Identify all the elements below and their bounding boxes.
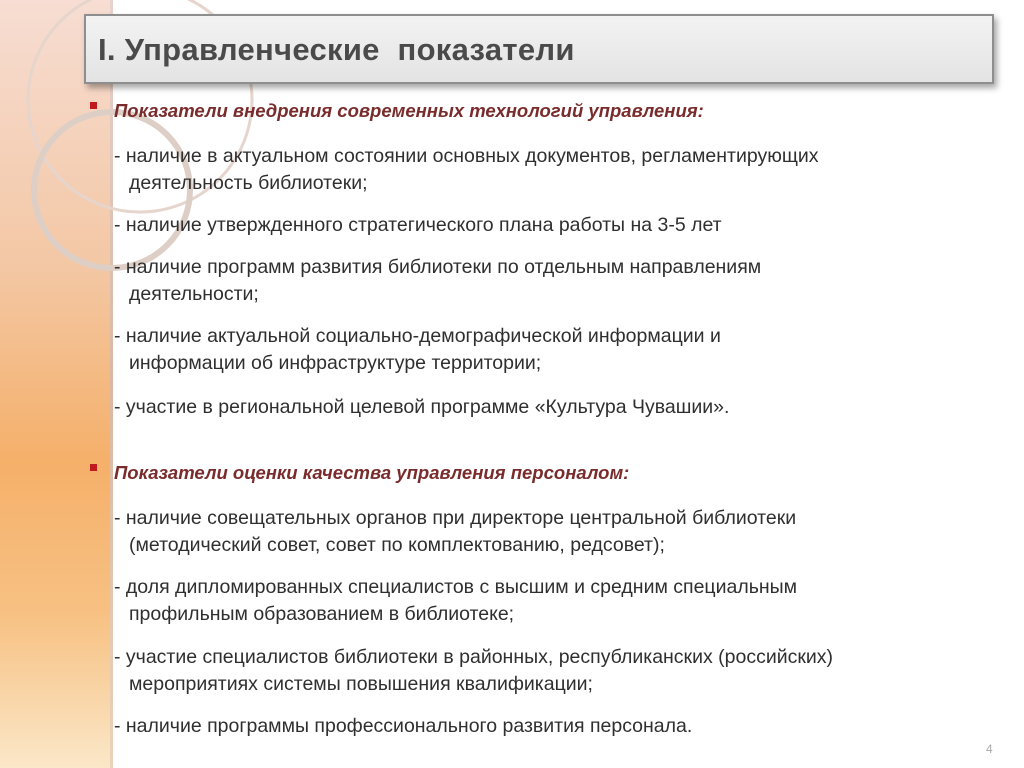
list-item: - наличие программ развития библиотеки по отдельным направлениям деятельности;: [114, 256, 762, 305]
list-item: - наличие в актуальном состоянии основных документов, регламентирующих деятельность библиотеки;: [114, 145, 819, 194]
slide-title: I. Управленческие показатели: [98, 32, 575, 67]
list-item: - доля дипломированных специалистов с высшим и средним специальным профильным образованием в библиотеке;: [114, 576, 798, 625]
list-item: - наличие актуальной социально-демографической информации и информации об инфраструктуре территории;: [114, 325, 721, 374]
list-item: - наличие программы профессионального развития персонала.: [114, 715, 693, 737]
bullet-square-icon: [90, 102, 97, 109]
page-number: 4: [986, 742, 993, 756]
list-item: - участие специалистов библиотеки в районных, республиканских (российских) мероприятиях системы повышения квалификации;: [114, 646, 834, 695]
bullet-square-icon: [90, 464, 97, 471]
slide-title-box: [84, 14, 994, 84]
list-item: - наличие утвержденного стратегического плана работы на 3-5 лет: [114, 214, 722, 236]
list-item: - наличие совещательных органов при директоре центральной библиотеки (методический совет, совет по комплектованию, редсовет);: [114, 507, 797, 556]
section-heading-personnel: Показатели оценки качества управления персоналом:: [90, 462, 629, 490]
section-heading-technologies: Показатели внедрения современных технологий управления:: [90, 100, 704, 128]
list-item: - участие в региональной целевой программе «Культура Чувашии».: [114, 396, 730, 418]
